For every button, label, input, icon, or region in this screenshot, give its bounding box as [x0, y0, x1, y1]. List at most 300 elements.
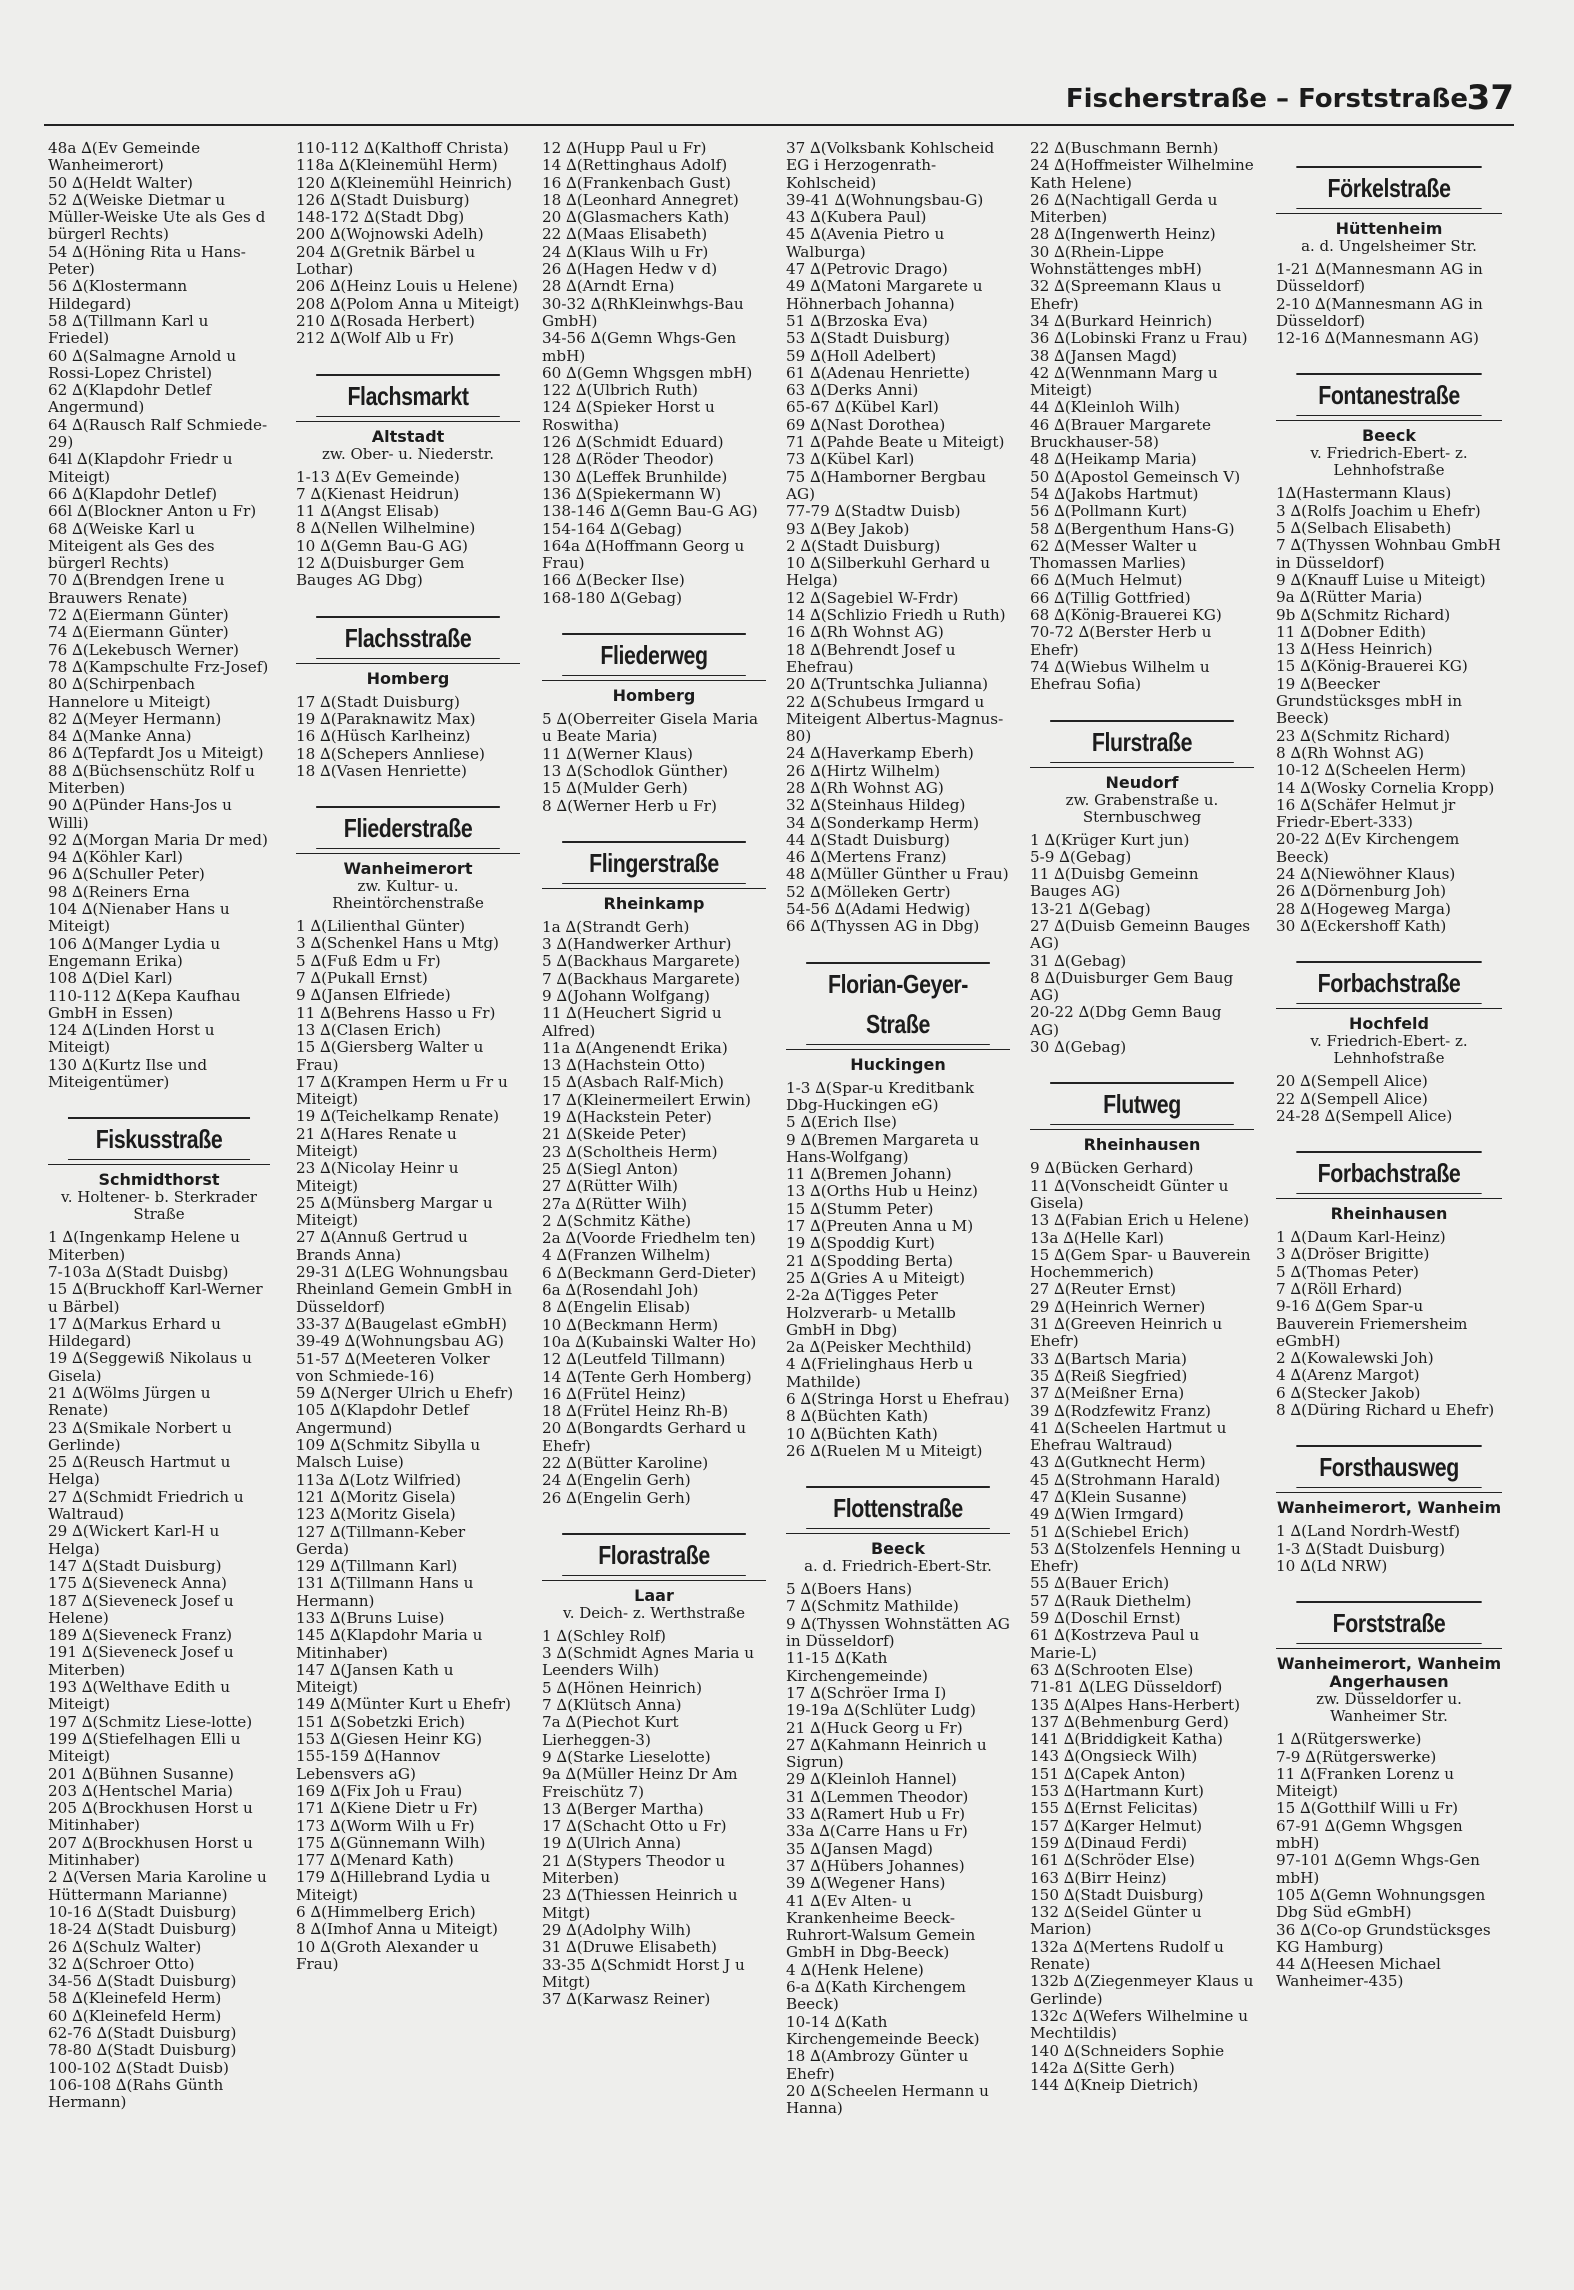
directory-entry: 126 ∆(Stadt Duisburg): [296, 190, 470, 209]
directory-entry: 24 ∆(Haverkamp Eberh): [786, 744, 974, 763]
directory-entry: 10-14 ∆(Kath Kirchengemeinde Beeck): [786, 2012, 980, 2048]
street-extent: v. Friedrich-Ebert- z. Lehnhofstraße: [1310, 1032, 1468, 1068]
directory-entry: 84 ∆(Manke Anna): [48, 727, 192, 746]
directory-entry: 5 ∆(Oberreiter Gisela Maria u Beate Maria): [542, 710, 759, 746]
directory-entry: 94 ∆(Köhler Karl): [48, 848, 183, 867]
directory-entry: 1-13 ∆(Ev Gemeinde): [296, 467, 460, 486]
directory-entry: 123 ∆(Moritz Gisela): [296, 1505, 456, 1524]
street-name: Fliederstraße: [316, 806, 500, 849]
directory-entry: 18-24 ∆(Stadt Duisburg): [48, 1920, 237, 1939]
directory-entry: 142a ∆(Sitte Gerh): [1030, 2058, 1175, 2077]
directory-entry: 10 ∆(Gemn Bau-G AG): [296, 536, 468, 555]
street-extent: zw. Grabenstraße u. Sternbuschweg: [1065, 790, 1219, 826]
street-name: Flachsstraße: [316, 616, 500, 659]
street-extent: a. d. Ungelsheimer Str.: [1301, 237, 1477, 255]
directory-entry: 4 ∆(Franzen Wilhelm): [542, 1246, 711, 1265]
directory-entry: 2 ∆(Versen Maria Karoline u Hüttermann Marianne): [48, 1868, 267, 1904]
district-name: Hüttenheim: [1276, 213, 1502, 238]
directory-entry: 43 ∆(Gutknecht Herm): [1030, 1453, 1206, 1472]
directory-entry: 2a ∆(Voorde Friedhelm ten): [542, 1229, 756, 1248]
street-name: Flottenstraße: [806, 1486, 990, 1529]
directory-entry: 16 ∆(Rh Wohnst AG): [786, 623, 944, 642]
directory-entry: 48 ∆(Heikamp Maria): [1030, 450, 1197, 469]
directory-entry: 28 ∆(Rh Wohnst AG): [786, 778, 944, 797]
directory-entry: 143 ∆(Ongsieck Wilh): [1030, 1747, 1198, 1766]
directory-entry: 15 ∆(Asbach Ralf-Mich): [542, 1073, 724, 1092]
directory-entry: 30-32 ∆(RhKleinwhgs-Bau GmbH): [542, 294, 744, 330]
street-name: Forbachstraße: [1296, 961, 1481, 1004]
directory-entry: 9 ∆(Johann Wolfgang): [542, 986, 710, 1005]
directory-entry: 151 ∆(Capek Anton): [1030, 1764, 1186, 1783]
street-name: Florian-Geyer-Straße: [806, 962, 990, 1045]
directory-entry: 31 ∆(Druwe Elisabeth): [542, 1938, 717, 1957]
directory-entry: 127 ∆(Tillmann-Keber Gerda): [296, 1522, 466, 1558]
directory-entry: 193 ∆(Welthave Edith u Miteigt): [48, 1678, 231, 1714]
directory-entry: 208 ∆(Polom Anna u Miteigt): [296, 294, 520, 313]
directory-entry: 42 ∆(Wennmann Marg u Miteigt): [1030, 363, 1218, 400]
directory-entry: 207 ∆(Brockhusen Horst u Mitinhaber): [48, 1833, 253, 1870]
directory-entry: 18 ∆(Schepers Annliese): [296, 744, 485, 763]
directory-entry: 14 ∆(Rettinghaus Adolf): [542, 156, 728, 175]
directory-entry: 29 ∆(Adolphy Wilh): [542, 1920, 692, 1939]
directory-entry: 52 ∆(Mölleken Gertr): [786, 882, 951, 901]
directory-entry: 129 ∆(Tillmann Karl): [296, 1557, 458, 1576]
directory-entry: 34-56 ∆(Gemn Whgs-Gen mbH): [542, 329, 737, 365]
directory-entry: 16 ∆(Hüsch Karlheinz): [296, 727, 471, 746]
directory-entry: 13a ∆(Helle Karl): [1030, 1228, 1164, 1247]
directory-column: [786, 140, 1010, 2230]
directory-entry: 54 ∆(Jakobs Hartmut): [1030, 484, 1199, 503]
directory-entry: 5 ∆(Boers Hans): [786, 1580, 912, 1599]
directory-entry: 33a ∆(Carre Hans u Fr): [786, 1822, 968, 1841]
district-name: Wanheimerort, Wanheim: [1276, 1492, 1502, 1517]
directory-entry: 133 ∆(Bruns Luise): [296, 1609, 445, 1627]
directory-entry: 110-112 ∆(Kalthoff Christa): [296, 140, 509, 157]
street-heading: [1276, 1151, 1502, 1223]
directory-entry: 96 ∆(Schuller Peter): [48, 865, 205, 884]
street-heading: [542, 633, 766, 705]
directory-entry: 27 ∆(Schmidt Friedrich u Waltraud): [48, 1487, 244, 1524]
directory-entry: 163 ∆(Birr Heinz): [1030, 1868, 1167, 1887]
directory-entry: 34 ∆(Burkard Heinrich): [1030, 311, 1213, 330]
street-heading: [1276, 961, 1502, 1067]
directory-entry: 15 ∆(Giersberg Walter u Frau): [296, 1038, 484, 1074]
directory-entry: 11 ∆(Dobner Edith): [1276, 622, 1427, 641]
directory-entry: 5 ∆(Selbach Elisabeth): [1276, 519, 1452, 538]
directory-entry: 54-56 ∆(Adami Hedwig): [786, 900, 971, 919]
directory-entry: 11 ∆(Werner Klaus): [542, 744, 693, 763]
directory-entry: 157 ∆(Karger Helmut): [1030, 1816, 1203, 1835]
street-heading: [1276, 1601, 1502, 1725]
directory-entry: 38 ∆(Jansen Magd): [1030, 346, 1177, 365]
directory-entry: 9 ∆(Starke Lieselotte): [542, 1747, 711, 1766]
directory-entry: 67-91 ∆(Gemn Whgsgen mbH): [1276, 1816, 1463, 1853]
directory-entry: 27 ∆(Kahmann Heinrich u Sigrun): [786, 1735, 987, 1772]
directory-entry: 17 ∆(Schacht Otto u Fr): [542, 1817, 727, 1836]
directory-entry: 145 ∆(Klapdohr Maria u Mitinhaber): [296, 1626, 483, 1662]
directory-entry: 63 ∆(Derks Anni): [786, 381, 919, 400]
page-header: [44, 78, 1514, 126]
directory-entry: 106 ∆(Manger Lydia u Engemann Erika): [48, 934, 221, 970]
street-name: Flingerstraße: [562, 841, 746, 884]
directory-entry: 5 ∆(Erich Ilse): [786, 1113, 897, 1132]
directory-entry: 140 ∆(Schneiders Sophie: [1030, 2041, 1225, 2060]
directory-entry: 23 ∆(Schmitz Richard): [1276, 726, 1451, 745]
street-heading: [542, 1533, 766, 1622]
directory-entry: 43 ∆(Kubera Paul): [786, 208, 927, 227]
directory-column: [1276, 140, 1502, 2230]
directory-entry: 9a ∆(Rütter Maria): [1276, 588, 1423, 607]
directory-entry: 16 ∆(Frankenbach Gust): [542, 173, 731, 192]
directory-entry: 35 ∆(Jansen Magd): [786, 1839, 933, 1858]
directory-entry: 19-19a ∆(Schlüter Ludg): [786, 1701, 976, 1720]
directory-entry: 8 ∆(Düring Richard u Ehefr): [1276, 1401, 1495, 1420]
district-name: Rheinkamp: [542, 888, 766, 913]
directory-entry: 144 ∆(Kneip Dietrich): [1030, 2076, 1199, 2095]
directory-entry: 175 ∆(Günnemann Wilh): [296, 1833, 486, 1852]
directory-entry: 18 ∆(Leonhard Annegret): [542, 190, 739, 209]
directory-entry: 33-37 ∆(Baugelast eGmbH): [296, 1314, 507, 1333]
directory-entry: 7 ∆(Pukall Ernst): [296, 969, 428, 988]
directory-entry: 62 ∆(Klapdohr Detlef Angermund): [48, 381, 212, 417]
directory-entry: 72 ∆(Eiermann Günter): [48, 606, 229, 625]
directory-entry: 30 ∆(Rhein-Lippe Wohnstättenges mbH): [1030, 242, 1202, 279]
street-heading: [786, 1486, 1010, 1575]
directory-entry: 128 ∆(Röder Theodor): [542, 450, 714, 469]
directory-entry: 16 ∆(Schäfer Helmut jr Friedr-Ebert-333): [1276, 795, 1456, 832]
directory-entry: 11 ∆(Vonscheidt Günter u Gisela): [1030, 1176, 1229, 1212]
directory-entry: 7 ∆(Backhaus Margarete): [542, 969, 741, 988]
directory-entry: 205 ∆(Brockhusen Horst u Mitinhaber): [48, 1799, 253, 1835]
directory-entry: 13 ∆(Fabian Erich u Helene): [1030, 1211, 1250, 1230]
directory-entry: 58 ∆(Tillmann Karl u Friedel): [48, 311, 209, 348]
directory-entry: 6 ∆(Stecker Jakob): [1276, 1383, 1421, 1402]
directory-entry: 22 ∆(Maas Elisabeth): [542, 225, 708, 244]
directory-entry: 5 ∆(Hönen Heinrich): [542, 1678, 702, 1697]
district-name: Beeck: [786, 1533, 1010, 1558]
directory-entry: 25 ∆(Gries A u Miteigt): [786, 1268, 966, 1287]
directory-entry: 1 ∆(Rütgerswerke): [1276, 1730, 1422, 1749]
directory-entry: 6 ∆(Stringa Horst u Ehefrau): [786, 1390, 1010, 1408]
directory-entry: 171 ∆(Kiene Dietr u Fr): [296, 1799, 478, 1818]
page-title: Fischerstraße – Forststraße: [1065, 84, 1468, 114]
directory-entry: 25 ∆(Münsberg Margar u Miteigt): [296, 1193, 493, 1230]
directory-entry: 88 ∆(Büchsenschütz Rolf u Miterben): [48, 761, 255, 797]
directory-column: [1030, 140, 1254, 2230]
directory-entry: 1-3 ∆(Stadt Duisburg): [1276, 1539, 1446, 1558]
directory-entry: 49 ∆(Matoni Margarete u Höhnerbach Johanna): [786, 277, 983, 313]
directory-entry: 27 ∆(Reuter Ernst): [1030, 1280, 1177, 1299]
directory-entry: 51 ∆(Schiebel Erich): [1030, 1522, 1190, 1541]
directory-entry: 32 ∆(Steinhaus Hildeg): [786, 796, 966, 815]
directory-entry: 138-146 ∆(Gemn Bau-G AG): [542, 502, 758, 521]
street-heading: [1276, 1445, 1502, 1517]
directory-entry: 24 ∆(Niewöhner Klaus): [1276, 865, 1456, 884]
directory-entry: 15 ∆(Bruckhoff Karl-Werner u Bärbel): [48, 1280, 263, 1316]
street-heading: [48, 1117, 270, 1223]
directory-entry: 10a ∆(Kubainski Walter Ho): [542, 1332, 757, 1351]
directory-entry: 55 ∆(Bauer Erich): [1030, 1574, 1170, 1593]
directory-entry: 2 ∆(Schmitz Käthe): [542, 1211, 692, 1230]
directory-entry: 6 ∆(Beckmann Gerd-Dieter): [542, 1263, 757, 1282]
street-heading: [542, 841, 766, 913]
directory-entry: 169 ∆(Fix Joh u Frau): [296, 1781, 463, 1800]
street-name: Fontanestraße: [1296, 373, 1481, 416]
street-name: Fliederweg: [562, 633, 746, 676]
street-extent: zw. Ober- u. Niederstr.: [322, 444, 494, 463]
directory-entry: 78 ∆(Kampschulte Frz-Josef): [48, 657, 269, 676]
directory-entry: 19 ∆(Ulrich Anna): [542, 1834, 682, 1853]
directory-entry: 46 ∆(Mertens Franz): [786, 848, 947, 867]
directory-entry: 41 ∆(Scheelen Hartmut u Ehefrau Waltraud): [1030, 1418, 1227, 1455]
directory-entry: 29-31 ∆(LEG Wohnungsbau Rheinland Gemein GmbH in Düsseldorf): [296, 1263, 513, 1316]
directory-entry: 51 ∆(Brzoska Eva): [786, 311, 928, 330]
directory-entry: 47 ∆(Klein Susanne): [1030, 1488, 1187, 1506]
directory-entry: 206 ∆(Heinz Louis u Helene): [296, 277, 518, 296]
directory-entry: 155-159 ∆(Hannov Lebensvers aG): [296, 1747, 441, 1783]
directory-entry: 189 ∆(Sieveneck Franz): [48, 1626, 233, 1645]
directory-entry: 150 ∆(Stadt Duisburg): [1030, 1885, 1204, 1904]
directory-entry: 8 ∆(Engelin Elisab): [542, 1298, 691, 1317]
directory-entry: 19 ∆(Spoddig Kurt): [786, 1234, 935, 1253]
directory-entry: 61 ∆(Kostrzeva Paul u Marie-L): [1030, 1626, 1200, 1662]
directory-entry: 137 ∆(Behmenburg Gerd): [1030, 1712, 1229, 1731]
street-extent: v. Friedrich-Ebert- z. Lehnhofstraße: [1310, 444, 1468, 480]
directory-entry: 26 ∆(Hagen Hedw v d): [542, 260, 718, 279]
street-name: Förkelstraße: [1296, 166, 1481, 209]
directory-entry: 47 ∆(Petrovic Drago): [786, 260, 948, 279]
directory-entry: 33-35 ∆(Schmidt Horst J u Mitgt): [542, 1955, 745, 1991]
directory-entry: 173 ∆(Worm Wilh u Fr): [296, 1816, 475, 1835]
directory-entry: 11 ∆(Franken Lorenz u Miteigt): [1276, 1764, 1454, 1801]
street-heading: [1030, 1082, 1254, 1154]
directory-entry: 2-2a ∆(Tigges Peter Holzverarb- u Metallb GmbH in Dbg): [786, 1286, 956, 1339]
directory-entry: 17 ∆(Stadt Duisburg): [296, 692, 460, 711]
directory-entry: 11 ∆(Behrens Hasso u Fr): [296, 1003, 496, 1022]
directory-entry: 59 ∆(Nerger Ulrich u Ehefr): [296, 1384, 514, 1403]
directory-entry: 10-16 ∆(Stadt Duisburg): [48, 1902, 237, 1921]
directory-entry: 15 ∆(König-Brauerei KG): [1276, 657, 1468, 676]
directory-entry: 61 ∆(Adenau Henriette): [786, 363, 971, 382]
directory-entry: 14 ∆(Tente Gerh Homberg): [542, 1367, 752, 1386]
directory-entry: 141 ∆(Briddigkeit Katha): [1030, 1730, 1223, 1749]
directory-entry: 33 ∆(Bartsch Maria): [1030, 1349, 1187, 1368]
directory-entry: 60 ∆(Salmagne Arnold u Rossi-Lopez Christel): [48, 346, 237, 382]
directory-entry: 110-112 ∆(Kepa Kaufhau GmbH in Essen): [48, 986, 241, 1022]
directory-entry: 4 ∆(Henk Helene): [786, 1960, 924, 1979]
street-heading: [296, 806, 520, 912]
directory-entry: 13 ∆(Orths Hub u Heinz): [786, 1182, 978, 1201]
directory-entry: 49 ∆(Wien Irmgard): [1030, 1505, 1184, 1524]
directory-entry: 19 ∆(Paraknawitz Max): [296, 709, 476, 728]
district-name: Beeck: [1276, 420, 1502, 445]
directory-entry: 39 ∆(Wegener Hans): [786, 1874, 946, 1893]
directory-entry: 118a ∆(Kleinemühl Herm): [296, 156, 498, 175]
directory-entry: 6a ∆(Rosendahl Joh): [542, 1281, 699, 1300]
directory-entry: 53 ∆(Stadt Duisburg): [786, 329, 950, 348]
directory-entry: 26 ∆(Ruelen M u Miteigt): [786, 1441, 983, 1460]
directory-entry: 132c ∆(Wefers Wilhelmine u Mechtildis): [1030, 2006, 1249, 2043]
directory-entry: 20 ∆(Glasmachers Kath): [542, 208, 730, 227]
directory-entry: 30 ∆(Eckershoff Kath): [1276, 916, 1447, 935]
directory-entry: 57 ∆(Rauk Diethelm): [1030, 1591, 1192, 1610]
directory-entry: 1∆(Hastermann Klaus): [1276, 484, 1452, 503]
directory-entry: 33 ∆(Ramert Hub u Fr): [786, 1805, 966, 1824]
directory-entry: 4 ∆(Arenz Margot): [1276, 1366, 1420, 1385]
directory-entry: 135 ∆(Alpes Hans-Herbert): [1030, 1695, 1240, 1714]
district-name: Rheinhausen: [1276, 1198, 1502, 1223]
directory-entry: 122 ∆(Ulbrich Ruth): [542, 381, 698, 400]
street-extent: zw. Kultur- u. Rheintörchenstraße: [332, 877, 484, 913]
directory-entry: 26 ∆(Nachtigall Gerda u Miterben): [1030, 190, 1218, 227]
directory-entry: 177 ∆(Menard Kath): [296, 1851, 454, 1870]
directory-entry: 59 ∆(Holl Adelbert): [786, 346, 937, 365]
directory-entry: 28 ∆(Arndt Erna): [542, 277, 675, 296]
district-name: Schmidthorst: [48, 1164, 270, 1189]
street-name: Forbachstraße: [1296, 1151, 1481, 1194]
directory-entry: 37 ∆(Hübers Johannes): [786, 1856, 965, 1875]
directory-entry: 17 ∆(Markus Erhard u Hildegard): [48, 1314, 221, 1351]
directory-entry: 68 ∆(König-Brauerei KG): [1030, 606, 1222, 625]
directory-entry: 74 ∆(Wiebus Wilhelm u Ehefrau Sofia): [1030, 657, 1210, 694]
directory-entry: 131 ∆(Tillmann Hans u Hermann): [296, 1574, 474, 1610]
directory-entry: 175 ∆(Sieveneck Anna): [48, 1574, 227, 1593]
directory-entry: 132b ∆(Ziegenmeyer Klaus u Gerlinde): [1030, 1972, 1254, 2008]
directory-entry: 28 ∆(Ingenwerth Heinz): [1030, 225, 1216, 244]
directory-entry: 105 ∆(Klapdohr Detlef Angermund): [296, 1401, 469, 1437]
district-name: Huckingen: [786, 1049, 1010, 1074]
street-name: Forststraße: [1296, 1601, 1481, 1644]
directory-entry: 21 ∆(Wölms Jürgen u Renate): [48, 1384, 211, 1420]
directory-entry: 7a ∆(Piechot Kurt Lierheggen-3): [542, 1713, 679, 1749]
directory-entry: 17 ∆(Krampen Herm u Fr u Miteigt): [296, 1072, 508, 1109]
directory-entry: 15 ∆(Stumm Peter): [786, 1199, 934, 1218]
directory-entry: 19 ∆(Seggewiß Nikolaus u Gisela): [48, 1349, 252, 1385]
directory-entry: 9a ∆(Müller Heinz Dr Am Freischütz 7): [542, 1765, 738, 1801]
directory-entry: 80 ∆(Schirpenbach Hannelore u Miteigt): [48, 675, 211, 711]
directory-entry: 34 ∆(Sonderkamp Herm): [786, 813, 980, 832]
street-extent: zw. Düsseldorfer u. Wanheimer Str.: [1316, 1690, 1462, 1726]
directory-entry: 9 ∆(Thyssen Wohnstätten AG in Düsseldorf): [786, 1614, 1010, 1651]
directory-entry: 66 ∆(Tillig Gottfried): [1030, 588, 1191, 607]
directory-entry: 8 ∆(Werner Herb u Fr): [542, 796, 717, 815]
directory-entry: 39-49 ∆(Wohnungsbau AG): [296, 1332, 504, 1351]
directory-entry: 93 ∆(Bey Jakob): [786, 519, 910, 538]
directory-entry: 70-72 ∆(Berster Herb u Ehefr): [1030, 623, 1212, 659]
directory-entry: 41 ∆(Ev Alten- u Krankenheime Beeck-Ruhrort-Walsum Gemein GmbH in Dbg-Beeck): [786, 1891, 976, 1962]
directory-entry: 108 ∆(Diel Karl): [48, 969, 173, 988]
directory-entry: 77-79 ∆(Stadtw Duisb): [786, 502, 961, 521]
directory-entry: 191 ∆(Sieveneck Josef u Miterben): [48, 1643, 234, 1679]
directory-entry: 22 ∆(Buschmann Bernh): [1030, 140, 1219, 157]
street-heading: [296, 374, 520, 463]
directory-entry: 153 ∆(Giesen Heinr KG): [296, 1730, 483, 1749]
street-name: Forsthausweg: [1296, 1445, 1481, 1488]
directory-entry: 3 ∆(Schenkel Hans u Mtg): [296, 934, 499, 953]
directory-entry: 37 ∆(Volksbank Kohlscheid EG i Herzogenrath-Kohlscheid): [786, 140, 995, 192]
directory-entry: 12 ∆(Hupp Paul u Fr): [542, 140, 707, 157]
directory-entry: 104 ∆(Nienaber Hans u Miteigt): [48, 900, 230, 936]
directory-entry: 24 ∆(Engelin Gerh): [542, 1471, 691, 1490]
directory-entry: 14 ∆(Wosky Cornelia Kropp): [1276, 778, 1495, 797]
directory-entry: 98 ∆(Reiners Erna: [48, 882, 190, 901]
directory-entry: 44 ∆(Heesen Michael Wanheimer-435): [1276, 1955, 1441, 1991]
street-name: Flurstraße: [1050, 720, 1234, 763]
directory-entry: 29 ∆(Kleinloh Hannel): [786, 1770, 957, 1789]
directory-entry: 9 ∆(Knauff Luise u Miteigt): [1276, 570, 1486, 589]
directory-entry: 9 ∆(Bremen Margareta u Hans-Wolfgang): [786, 1130, 980, 1166]
street-name: Flachsmarkt: [316, 374, 500, 417]
directory-column: [542, 140, 766, 2230]
directory-entry: 9b ∆(Schmitz Richard): [1276, 605, 1451, 624]
directory-entry: 92 ∆(Morgan Maria Dr med): [48, 830, 268, 849]
directory-entry: 19 ∆(Beecker Grundstücksges mbH in Beeck): [1276, 674, 1463, 728]
directory-entry: 44 ∆(Stadt Duisburg): [786, 830, 950, 849]
directory-entry: 105 ∆(Gemn Wohnungsgen Dbg Süd eGmbH): [1276, 1885, 1486, 1922]
directory-entry: 15 ∆(Mulder Gerh): [542, 779, 688, 798]
directory-entry: 147 ∆(Jansen Kath u Miteigt): [296, 1660, 454, 1697]
directory-entry: 179 ∆(Hillebrand Lydia u Miteigt): [296, 1868, 491, 1904]
directory-entry: 7 ∆(Röll Erhard): [1276, 1279, 1403, 1298]
directory-entry: 24 ∆(Hoffmeister Wilhelmine Kath Helene): [1030, 156, 1254, 192]
directory-entry: 60 ∆(Kleinefeld Herm): [48, 2006, 222, 2025]
directory-entry: 9 ∆(Jansen Elfriede): [296, 986, 451, 1005]
directory-entry: 15 ∆(Gem Spar- u Bauverein Hochemmerich): [1030, 1245, 1251, 1282]
directory-entry: 13 ∆(Hess Heinrich): [1276, 640, 1433, 659]
district-name: Homberg: [296, 663, 520, 688]
directory-entry: 46 ∆(Brauer Margarete Bruckhauser-58): [1030, 415, 1211, 452]
district-name: Altstadt: [296, 421, 520, 446]
directory-entry: 166 ∆(Becker Ilse): [542, 571, 685, 590]
directory-entry: 13 ∆(Schodlok Günther): [542, 761, 729, 780]
directory-entry: 8 ∆(Duisburger Gem Baug AG): [1030, 968, 1234, 1005]
directory-entry: 59 ∆(Doschil Ernst): [1030, 1609, 1181, 1628]
directory-entry: 1 ∆(Ingenkamp Helene u Miterben): [48, 1228, 240, 1264]
directory-entry: 203 ∆(Hentschel Maria): [48, 1781, 233, 1800]
directory-entry: 78-80 ∆(Stadt Duisburg): [48, 2041, 237, 2060]
directory-entry: 20-22 ∆(Ev Kirchengem Beeck): [1276, 830, 1460, 866]
directory-entry: 65-67 ∆(Kübel Karl): [786, 398, 939, 417]
directory-entry: 204 ∆(Gretnik Bärbel u Lothar): [296, 242, 476, 279]
directory-entry: 148-172 ∆(Stadt Dbg): [296, 208, 465, 227]
directory-entry: 31 ∆(Greeven Heinrich u Ehefr): [1030, 1315, 1223, 1351]
directory-entry: 66 ∆(Thyssen AG in Dbg): [786, 917, 980, 936]
directory-entry: 56 ∆(Pollmann Kurt): [1030, 502, 1188, 521]
directory-entry: 66l ∆(Blockner Anton u Fr): [48, 502, 257, 521]
directory-entry: 130 ∆(Leffek Brunhilde): [542, 467, 728, 486]
directory-entry: 155 ∆(Ernst Felicitas): [1030, 1799, 1198, 1818]
directory-entry: 5 ∆(Backhaus Margarete): [542, 952, 741, 971]
directory-entry: 11 ∆(Duisbg Gemeinn Bauges AG): [1030, 865, 1199, 901]
directory-entry: 37 ∆(Meißner Erna): [1030, 1384, 1185, 1403]
directory-entry: 64l ∆(Klapdohr Friedr u Miteigt): [48, 450, 233, 486]
directory-entry: 29 ∆(Heinrich Werner): [1030, 1297, 1206, 1316]
directory-entry: 21 ∆(Stypers Theodor u Miterben): [542, 1851, 726, 1888]
directory-entry: 50 ∆(Apostol Gemeinsch V): [1030, 467, 1241, 486]
directory-entry: 24 ∆(Klaus Wilh u Fr): [542, 242, 709, 261]
directory-entry: 187 ∆(Sieveneck Josef u Helene): [48, 1591, 234, 1627]
directory-entry: 32 ∆(Spreemann Klaus u Ehefr): [1030, 277, 1222, 313]
directory-entry: 16 ∆(Frütel Heinz): [542, 1384, 686, 1403]
directory-entry: 21 ∆(Skeide Peter): [542, 1125, 687, 1144]
street-heading: [296, 616, 520, 688]
directory-entry: 18 ∆(Behrendt Josef u Ehefrau): [786, 640, 956, 676]
district-name: Wanheimerort, Wanheim Angerhausen: [1276, 1648, 1502, 1691]
directory-entry: 1-3 ∆(Spar-u Kreditbank Dbg-Huckingen eG): [786, 1078, 975, 1114]
directory-entry: 9 ∆(Bücken Gerhard): [1030, 1159, 1194, 1178]
directory-entry: 2 ∆(Kowalewski Joh): [1276, 1349, 1434, 1368]
directory-entry: 21 ∆(Huck Georg u Fr): [786, 1718, 963, 1737]
